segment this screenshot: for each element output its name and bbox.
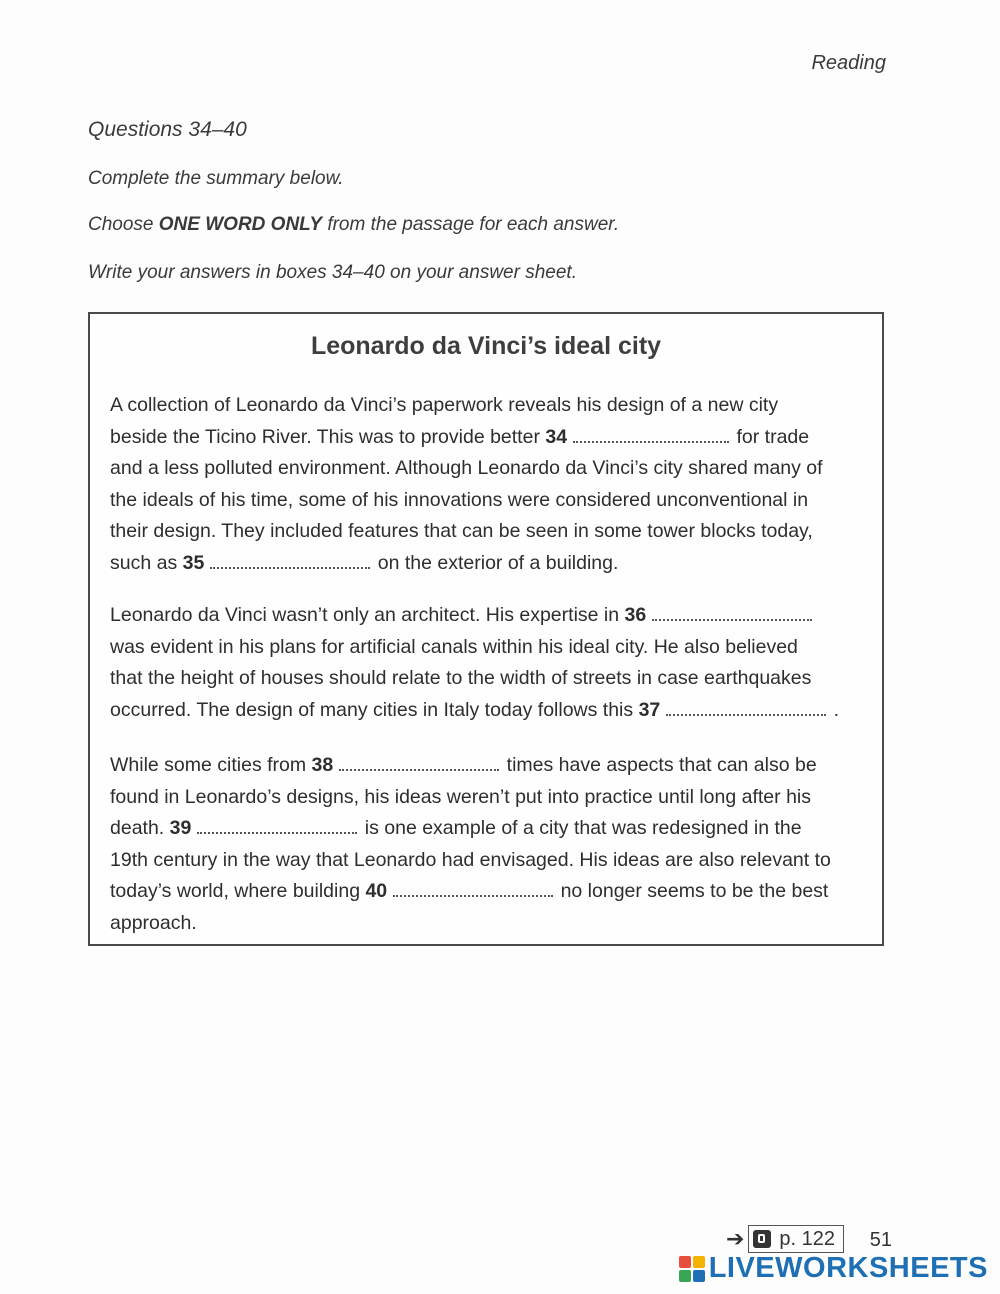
answer-gap-40[interactable]: [393, 894, 553, 897]
arrow-right-icon: ➔: [725, 1226, 745, 1251]
brand-name: LIVEWORKSHEETS: [708, 1252, 988, 1284]
instruction-complete: Complete the summary below.: [88, 168, 344, 189]
summary-paragraph-2: Leonardo da Vinci wasn’t only an architect. His expertise in 36 was evident in his plans for artificial canals within his ideal city. He also believed that the height of houses should relate to the width of streets in case earthquakes occurred. The design of many cities in Italy today follows this 37 .: [110, 604, 840, 721]
answer-key-icon: [753, 1230, 771, 1248]
answer-gap-37[interactable]: [666, 713, 826, 716]
summary-title: Leonardo da Vinci’s ideal city: [310, 332, 662, 360]
instruction-choose: Choose ONE WORD ONLY from the passage for each answer.: [88, 214, 620, 235]
logo-tile-2: [693, 1256, 705, 1268]
liveworksheets-brand[interactable]: [679, 1252, 988, 1285]
page-reference-label: p. 122: [779, 1227, 835, 1250]
logo-tile-3: [679, 1270, 691, 1282]
page-reference-box[interactable]: [748, 1225, 844, 1253]
answer-gap-36[interactable]: [652, 618, 812, 621]
logo-tile-4: [693, 1270, 705, 1282]
liveworksheets-logo-icon: [679, 1256, 705, 1282]
question-number-38: 38: [311, 754, 334, 776]
question-number-35: 35: [182, 551, 205, 574]
answer-reference[interactable]: [726, 1225, 844, 1253]
summary-box: [88, 312, 884, 946]
summary-paragraph-1: A collection of Leonardo da Vinci’s paperwork reveals his design of a new city beside the Ticino River. This was to provide better 34 for trade and a less polluted environment. Although Leonardo da Vinci’s city shared many of the ideals of his time, some of his innovations were considered unconventional in their design. They included features that can be seen in some tower blocks today, such as 35 on the exterior of a building.: [110, 394, 823, 574]
page-number: 51: [869, 1229, 892, 1251]
answer-gap-39[interactable]: [197, 831, 357, 834]
answer-gap-38[interactable]: [339, 768, 499, 771]
summary-paragraph-3: While some cities from 38 times have aspects that can also be found in Leonardo’s designs, his ideas weren’t put into practice until long after his death. 39 is one example of a city that was redesigned in the 19th century in the way that Leonardo had envisaged. His ideas are also relevant to today’s world, where building 40 no longer seems to be the best approach.: [110, 754, 831, 934]
answer-gap-35[interactable]: [210, 566, 370, 569]
logo-tile-1: [679, 1256, 691, 1268]
question-number-34: 34: [545, 425, 568, 448]
questions-range: Questions 34–40: [88, 118, 247, 141]
reading-header: Reading: [811, 52, 886, 74]
question-number-37: 37: [638, 698, 661, 721]
instruction-write: Write your answers in boxes 34–40 on your answer sheet.: [88, 262, 577, 283]
answer-gap-34[interactable]: [573, 440, 729, 443]
question-number-36: 36: [624, 604, 647, 626]
question-number-40: 40: [365, 880, 388, 902]
question-number-39: 39: [169, 817, 192, 839]
